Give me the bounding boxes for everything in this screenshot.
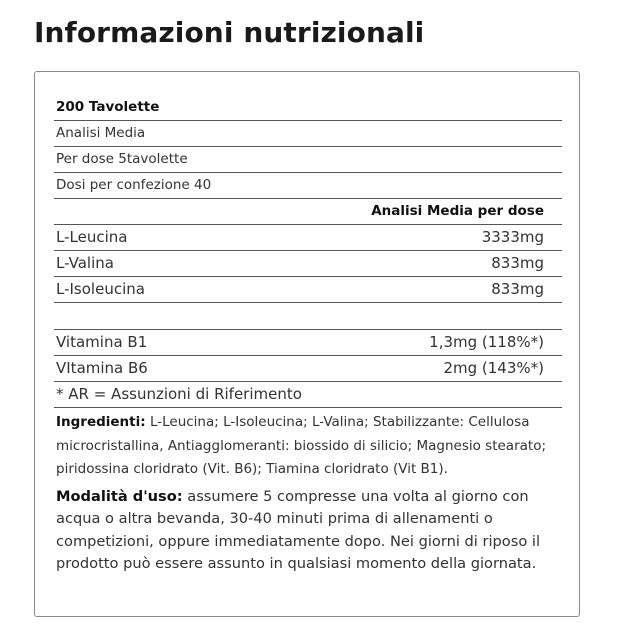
product-row: 200 Tavolette	[54, 95, 562, 121]
footnote: * AR = Assunzioni di Riferimento	[54, 382, 562, 408]
nutrient-value: 2mg (143%*)	[443, 359, 544, 377]
ingredients-label: Ingredienti:	[56, 414, 146, 430]
usage-label: Modalità d'uso:	[56, 487, 183, 505]
table-row	[54, 277, 562, 303]
nutrient-value: 3333mg	[481, 228, 544, 246]
dose-row: Per dose 5tavolette	[54, 147, 562, 173]
nutrient-name: VItamina B6	[56, 359, 148, 377]
nutrition-panel	[34, 71, 580, 617]
nutrient-value: 833mg	[491, 280, 544, 298]
column-header: Analisi Media per dose	[54, 199, 562, 225]
nutrient-name: L-Leucina	[56, 228, 128, 246]
analysis-row: Analisi Media	[54, 121, 562, 147]
nutrient-name: Vitamina B1	[56, 333, 148, 351]
usage-body: assumere 5 compresse una volta al giorno con acqua o altra bevanda, 30-40 minuti prima di allenamenti o competizioni, oppure immediatamente dopo. Nei giorni di riposo il prodotto può essere assunto in qualsiasi momento della giornata.	[56, 487, 541, 572]
nutrition-table	[54, 95, 562, 576]
page-title: Informazioni nutrizionali	[34, 16, 425, 49]
table-row	[54, 225, 562, 251]
nutrient-name: L-Valina	[56, 254, 114, 272]
ingredients-body: L-Leucina; L-Isoleucina; L-Valina; Stabilizzante: Cellulosa microcristallina, Antiagglomeranti: biossido di silicio; Magnesio stearato; piridossina cloridrato (Vit. B6); Tiamina cloridrato (Vit B1).	[56, 414, 547, 477]
table-row	[54, 251, 562, 277]
nutrient-value: 1,3mg (118%*)	[429, 333, 544, 351]
ingredients-text	[54, 411, 562, 482]
nutrient-name: L-Isoleucina	[56, 280, 145, 298]
nutrient-value: 833mg	[491, 254, 544, 272]
table-row	[54, 330, 562, 356]
per-pack-row: Dosi per confezione 40	[54, 173, 562, 199]
spacer-row	[54, 303, 562, 330]
table-row	[54, 356, 562, 382]
usage-text	[54, 486, 562, 576]
